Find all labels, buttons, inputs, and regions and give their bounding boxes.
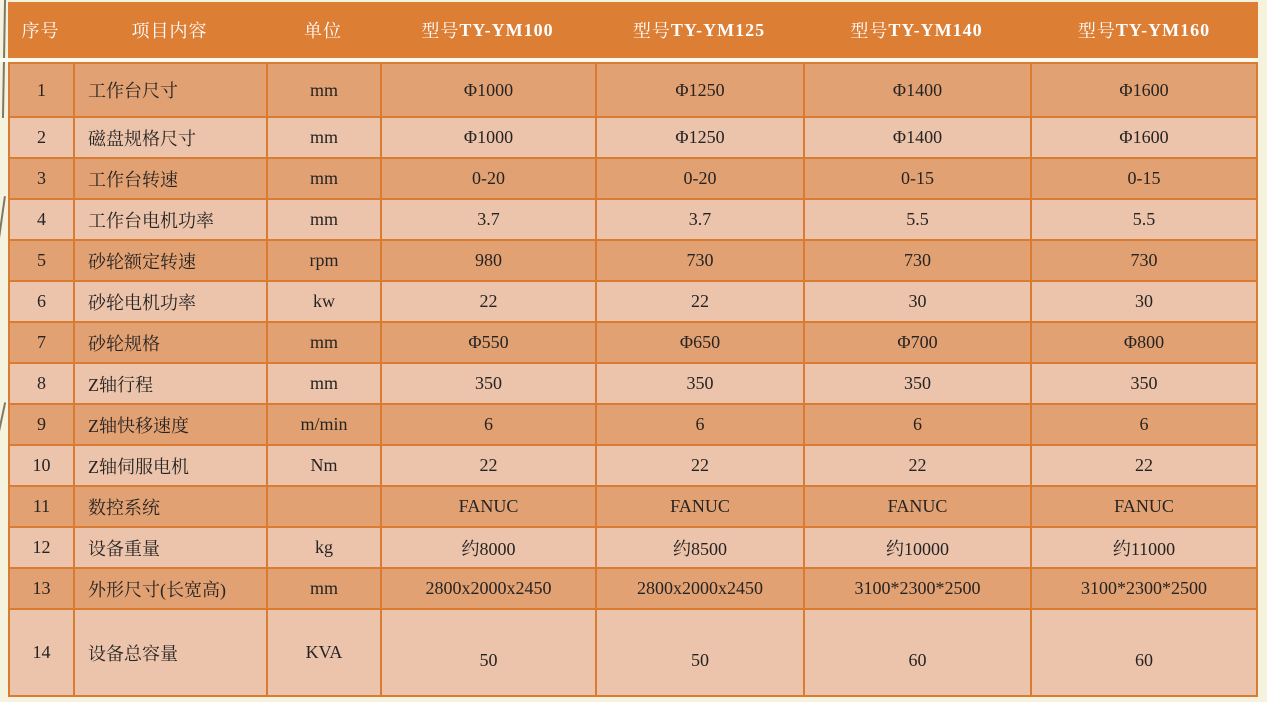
cell-text: 3.7 (688, 209, 712, 229)
row-index-cell (10, 64, 75, 116)
cell-text: 22 (908, 455, 927, 475)
row-value-cell (597, 405, 805, 444)
cell-text: 约8500 (673, 538, 727, 559)
row-value-cell (597, 528, 805, 567)
cell-text: 9 (37, 414, 46, 434)
row-value-cell (382, 323, 597, 362)
header-cell-model-ym160 (1030, 2, 1258, 58)
cell-text: 50 (691, 650, 709, 670)
row-value-cell (805, 282, 1032, 321)
cell-text: 60 (908, 650, 927, 670)
row-value-cell (1032, 200, 1256, 239)
table-row (10, 323, 1256, 364)
cell-text: 外形尺寸(长宽高) (88, 579, 226, 600)
cell-text: 22 (479, 291, 498, 311)
cell-text: 3100*2300*2500 (1081, 578, 1207, 598)
row-value-cell (382, 241, 597, 280)
table-row (10, 118, 1256, 159)
table-row (10, 364, 1256, 405)
cell-text: 砂轮电机功率 (88, 292, 196, 313)
cell-text: 30 (1135, 291, 1153, 311)
cell-text: 6 (37, 291, 46, 311)
row-unit-cell (268, 64, 382, 116)
row-index-cell (10, 405, 75, 444)
row-value-cell (1032, 323, 1256, 362)
spec-table-body (8, 62, 1258, 697)
table-row (10, 405, 1256, 446)
row-index-cell (10, 446, 75, 485)
cell-text: 6 (1139, 414, 1149, 434)
cell-text: Φ800 (1123, 332, 1165, 352)
row-item-cell (75, 282, 268, 321)
row-value-cell (1032, 159, 1256, 198)
cell-text: 设备重量 (88, 538, 160, 559)
cell-text: 4 (37, 209, 46, 229)
row-index-cell (10, 364, 75, 403)
table-row (10, 200, 1256, 241)
table-row (10, 241, 1256, 282)
cell-text: FANUC (458, 496, 519, 516)
cell-text: FANUC (1114, 496, 1174, 516)
cell-text: 50 (479, 650, 498, 670)
row-value-cell (805, 487, 1032, 526)
cell-text: 3100*2300*2500 (854, 578, 981, 598)
cell-text: Φ550 (468, 332, 509, 352)
row-value-cell (382, 569, 597, 608)
row-item-cell (75, 610, 268, 695)
header-cell-item (73, 2, 266, 58)
cell-text: 约10000 (886, 538, 949, 559)
header-cell-model-ym125 (595, 2, 803, 58)
table-row (10, 569, 1256, 610)
row-value-cell (805, 446, 1032, 485)
row-value-cell (805, 528, 1032, 567)
cell-text: 350 (686, 373, 714, 393)
cell-text: 6 (695, 414, 705, 434)
model-prefix: 型号 (850, 21, 889, 41)
cell-text: 0-15 (1127, 168, 1161, 188)
cell-text: 工作台尺寸 (88, 81, 178, 101)
row-value-cell (1032, 118, 1256, 157)
cell-text: 砂轮规格 (88, 333, 160, 354)
header-index-label: 序号 (21, 21, 60, 41)
row-index-cell (10, 241, 75, 280)
row-item-cell (75, 528, 268, 567)
cell-text: Nm (310, 455, 338, 475)
row-value-cell (382, 405, 597, 444)
row-index-cell (10, 323, 75, 362)
row-value-cell (382, 446, 597, 485)
cell-text: 22 (691, 455, 709, 475)
cell-text: mm (309, 373, 338, 393)
row-value-cell (1032, 487, 1256, 526)
row-index-cell (10, 610, 75, 695)
cell-text: mm (309, 127, 338, 147)
row-value-cell (382, 159, 597, 198)
cell-text: Φ700 (897, 332, 938, 352)
row-value-cell (382, 610, 597, 695)
cell-text: rpm (309, 250, 339, 270)
cell-text: Φ1400 (892, 79, 943, 100)
row-value-cell (805, 610, 1032, 695)
row-value-cell (597, 282, 805, 321)
row-item-cell (75, 323, 268, 362)
cell-text: KVA (305, 642, 343, 662)
row-index-cell (10, 528, 75, 567)
row-index-cell (10, 159, 75, 198)
row-value-cell (805, 569, 1032, 608)
table-row (10, 528, 1256, 569)
row-value-cell (805, 64, 1032, 116)
cell-text: 14 (32, 642, 51, 662)
cell-text: 6 (484, 414, 493, 434)
row-value-cell (1032, 241, 1256, 280)
row-value-cell (597, 159, 805, 198)
row-item-cell (75, 200, 268, 239)
cell-text: 350 (904, 373, 931, 393)
cell-text: 6 (913, 414, 922, 434)
row-item-cell (75, 118, 268, 157)
cell-text: mm (309, 332, 338, 352)
row-index-cell (10, 282, 75, 321)
cell-text: 730 (904, 250, 931, 270)
cell-text: mm (309, 209, 338, 229)
cell-text: 数控系统 (88, 497, 160, 518)
cell-text: Φ1250 (675, 79, 725, 100)
cell-text: 0-20 (472, 168, 505, 188)
row-value-cell (805, 159, 1032, 198)
cell-text: 12 (32, 537, 51, 557)
row-unit-cell (268, 159, 382, 198)
cell-text: 22 (691, 291, 709, 311)
row-value-cell (805, 364, 1032, 403)
row-value-cell (597, 323, 805, 362)
row-unit-cell (268, 610, 382, 695)
spec-table-header (8, 2, 1258, 58)
row-item-cell (75, 487, 268, 526)
cell-text: 工作台转速 (88, 169, 178, 190)
row-unit-cell (268, 241, 382, 280)
cell-text: 设备总容量 (88, 643, 178, 664)
cell-text: 350 (1130, 373, 1158, 393)
row-unit-cell (268, 282, 382, 321)
cell-text: 350 (475, 373, 502, 393)
row-unit-cell (268, 569, 382, 608)
cell-text: 60 (1135, 650, 1153, 670)
row-value-cell (382, 64, 597, 116)
model-name: TY-YM100 (459, 19, 554, 40)
cell-text: 7 (37, 332, 46, 352)
cell-text: 3 (37, 168, 46, 188)
row-value-cell (382, 364, 597, 403)
cell-text: 2800x2000x2450 (425, 578, 552, 598)
row-unit-cell (268, 118, 382, 157)
row-value-cell (597, 364, 805, 403)
cell-text: Φ1000 (463, 127, 514, 147)
row-value-cell (805, 405, 1032, 444)
model-prefix: 型号 (1077, 21, 1116, 41)
header-item-label: 项目内容 (131, 21, 208, 41)
header-cell-model-ym100 (380, 2, 595, 58)
page-edge-artifact (0, 402, 6, 442)
cell-text: Z轴行程 (88, 374, 153, 395)
cell-text: 约8000 (461, 538, 516, 559)
cell-text: Z轴伺服电机 (88, 456, 189, 477)
row-value-cell (1032, 446, 1256, 485)
row-value-cell (1032, 610, 1256, 695)
cell-text: mm (309, 578, 338, 598)
header-cell-model-ym140 (803, 2, 1030, 58)
row-value-cell (382, 118, 597, 157)
model-name: TY-YM125 (670, 19, 766, 40)
cell-text: 工作台电机功率 (88, 210, 214, 231)
row-value-cell (1032, 569, 1256, 608)
model-prefix: 型号 (421, 21, 460, 41)
row-value-cell (382, 528, 597, 567)
row-value-cell (805, 323, 1032, 362)
row-value-cell (597, 487, 805, 526)
row-value-cell (1032, 282, 1256, 321)
row-value-cell (805, 200, 1032, 239)
row-unit-cell (268, 405, 382, 444)
cell-text: 730 (686, 250, 714, 270)
cell-text: mm (309, 168, 338, 188)
row-value-cell (805, 241, 1032, 280)
cell-text: FANUC (887, 496, 948, 516)
cell-text: 10 (32, 455, 51, 475)
row-index-cell (10, 569, 75, 608)
table-row (10, 282, 1256, 323)
cell-text: 8 (37, 373, 46, 393)
row-value-cell (597, 241, 805, 280)
row-value-cell (1032, 405, 1256, 444)
row-value-cell (382, 487, 597, 526)
row-item-cell (75, 64, 268, 116)
row-value-cell (597, 446, 805, 485)
cell-text: 11 (32, 496, 51, 516)
model-name: TY-YM140 (888, 19, 983, 40)
row-unit-cell (268, 528, 382, 567)
cell-text: 30 (908, 291, 927, 311)
cell-text: FANUC (670, 496, 730, 516)
cell-text: 5 (37, 250, 46, 270)
row-unit-cell (268, 323, 382, 362)
row-item-cell (75, 446, 268, 485)
row-value-cell (382, 282, 597, 321)
cell-text: 0-20 (683, 168, 717, 188)
cell-text: mm (309, 79, 338, 100)
cell-text: 砂轮额定转速 (88, 251, 196, 272)
row-item-cell (75, 159, 268, 198)
cell-text: 磁盘规格尺寸 (88, 128, 196, 149)
header-cell-index (8, 2, 73, 58)
cell-text: 1 (37, 79, 46, 100)
row-value-cell (382, 200, 597, 239)
cell-text: 730 (1130, 250, 1158, 270)
row-value-cell (1032, 64, 1256, 116)
row-index-cell (10, 118, 75, 157)
row-value-cell (597, 118, 805, 157)
row-item-cell (75, 405, 268, 444)
table-row (10, 159, 1256, 200)
cell-text: 13 (32, 578, 51, 598)
row-unit-cell (268, 364, 382, 403)
model-name: TY-YM160 (1115, 19, 1211, 40)
row-value-cell (1032, 364, 1256, 403)
row-unit-cell (268, 200, 382, 239)
cell-text: kg (315, 537, 333, 557)
row-index-cell (10, 487, 75, 526)
table-row (10, 446, 1256, 487)
cell-text: m/min (300, 414, 348, 434)
cell-text: 5.5 (906, 209, 929, 229)
table-row (10, 64, 1256, 118)
cell-text: 22 (479, 455, 498, 475)
cell-text: 0-15 (901, 168, 934, 188)
cell-text: Φ1250 (675, 127, 725, 147)
row-item-cell (75, 241, 268, 280)
row-value-cell (597, 569, 805, 608)
row-item-cell (75, 569, 268, 608)
cell-text: 22 (1135, 455, 1153, 475)
header-unit-label: 单位 (304, 21, 342, 41)
row-value-cell (597, 200, 805, 239)
table-row (10, 610, 1256, 695)
row-value-cell (597, 610, 805, 695)
row-item-cell (75, 364, 268, 403)
row-value-cell (1032, 528, 1256, 567)
cell-text: Φ1600 (1119, 79, 1169, 100)
row-unit-cell (268, 487, 382, 526)
cell-text: Φ650 (679, 332, 721, 352)
cell-text: Φ1000 (463, 79, 514, 100)
cell-text: kw (313, 291, 335, 311)
cell-text: 2800x2000x2450 (637, 578, 763, 598)
row-value-cell (597, 64, 805, 116)
cell-text: Φ1400 (892, 127, 943, 147)
cell-text: 约11000 (1112, 538, 1176, 559)
cell-text: Φ1600 (1119, 127, 1169, 147)
table-row (10, 487, 1256, 528)
row-index-cell (10, 200, 75, 239)
row-value-cell (805, 118, 1032, 157)
cell-text: Z轴快移速度 (88, 415, 189, 436)
cell-text: 980 (475, 250, 502, 270)
cell-text: 3.7 (477, 209, 500, 229)
page-edge-artifact (0, 196, 6, 238)
model-prefix: 型号 (632, 21, 671, 41)
cell-text: 2 (37, 127, 46, 147)
header-cell-unit (266, 2, 380, 58)
cell-text: 5.5 (1132, 209, 1156, 229)
row-unit-cell (268, 446, 382, 485)
